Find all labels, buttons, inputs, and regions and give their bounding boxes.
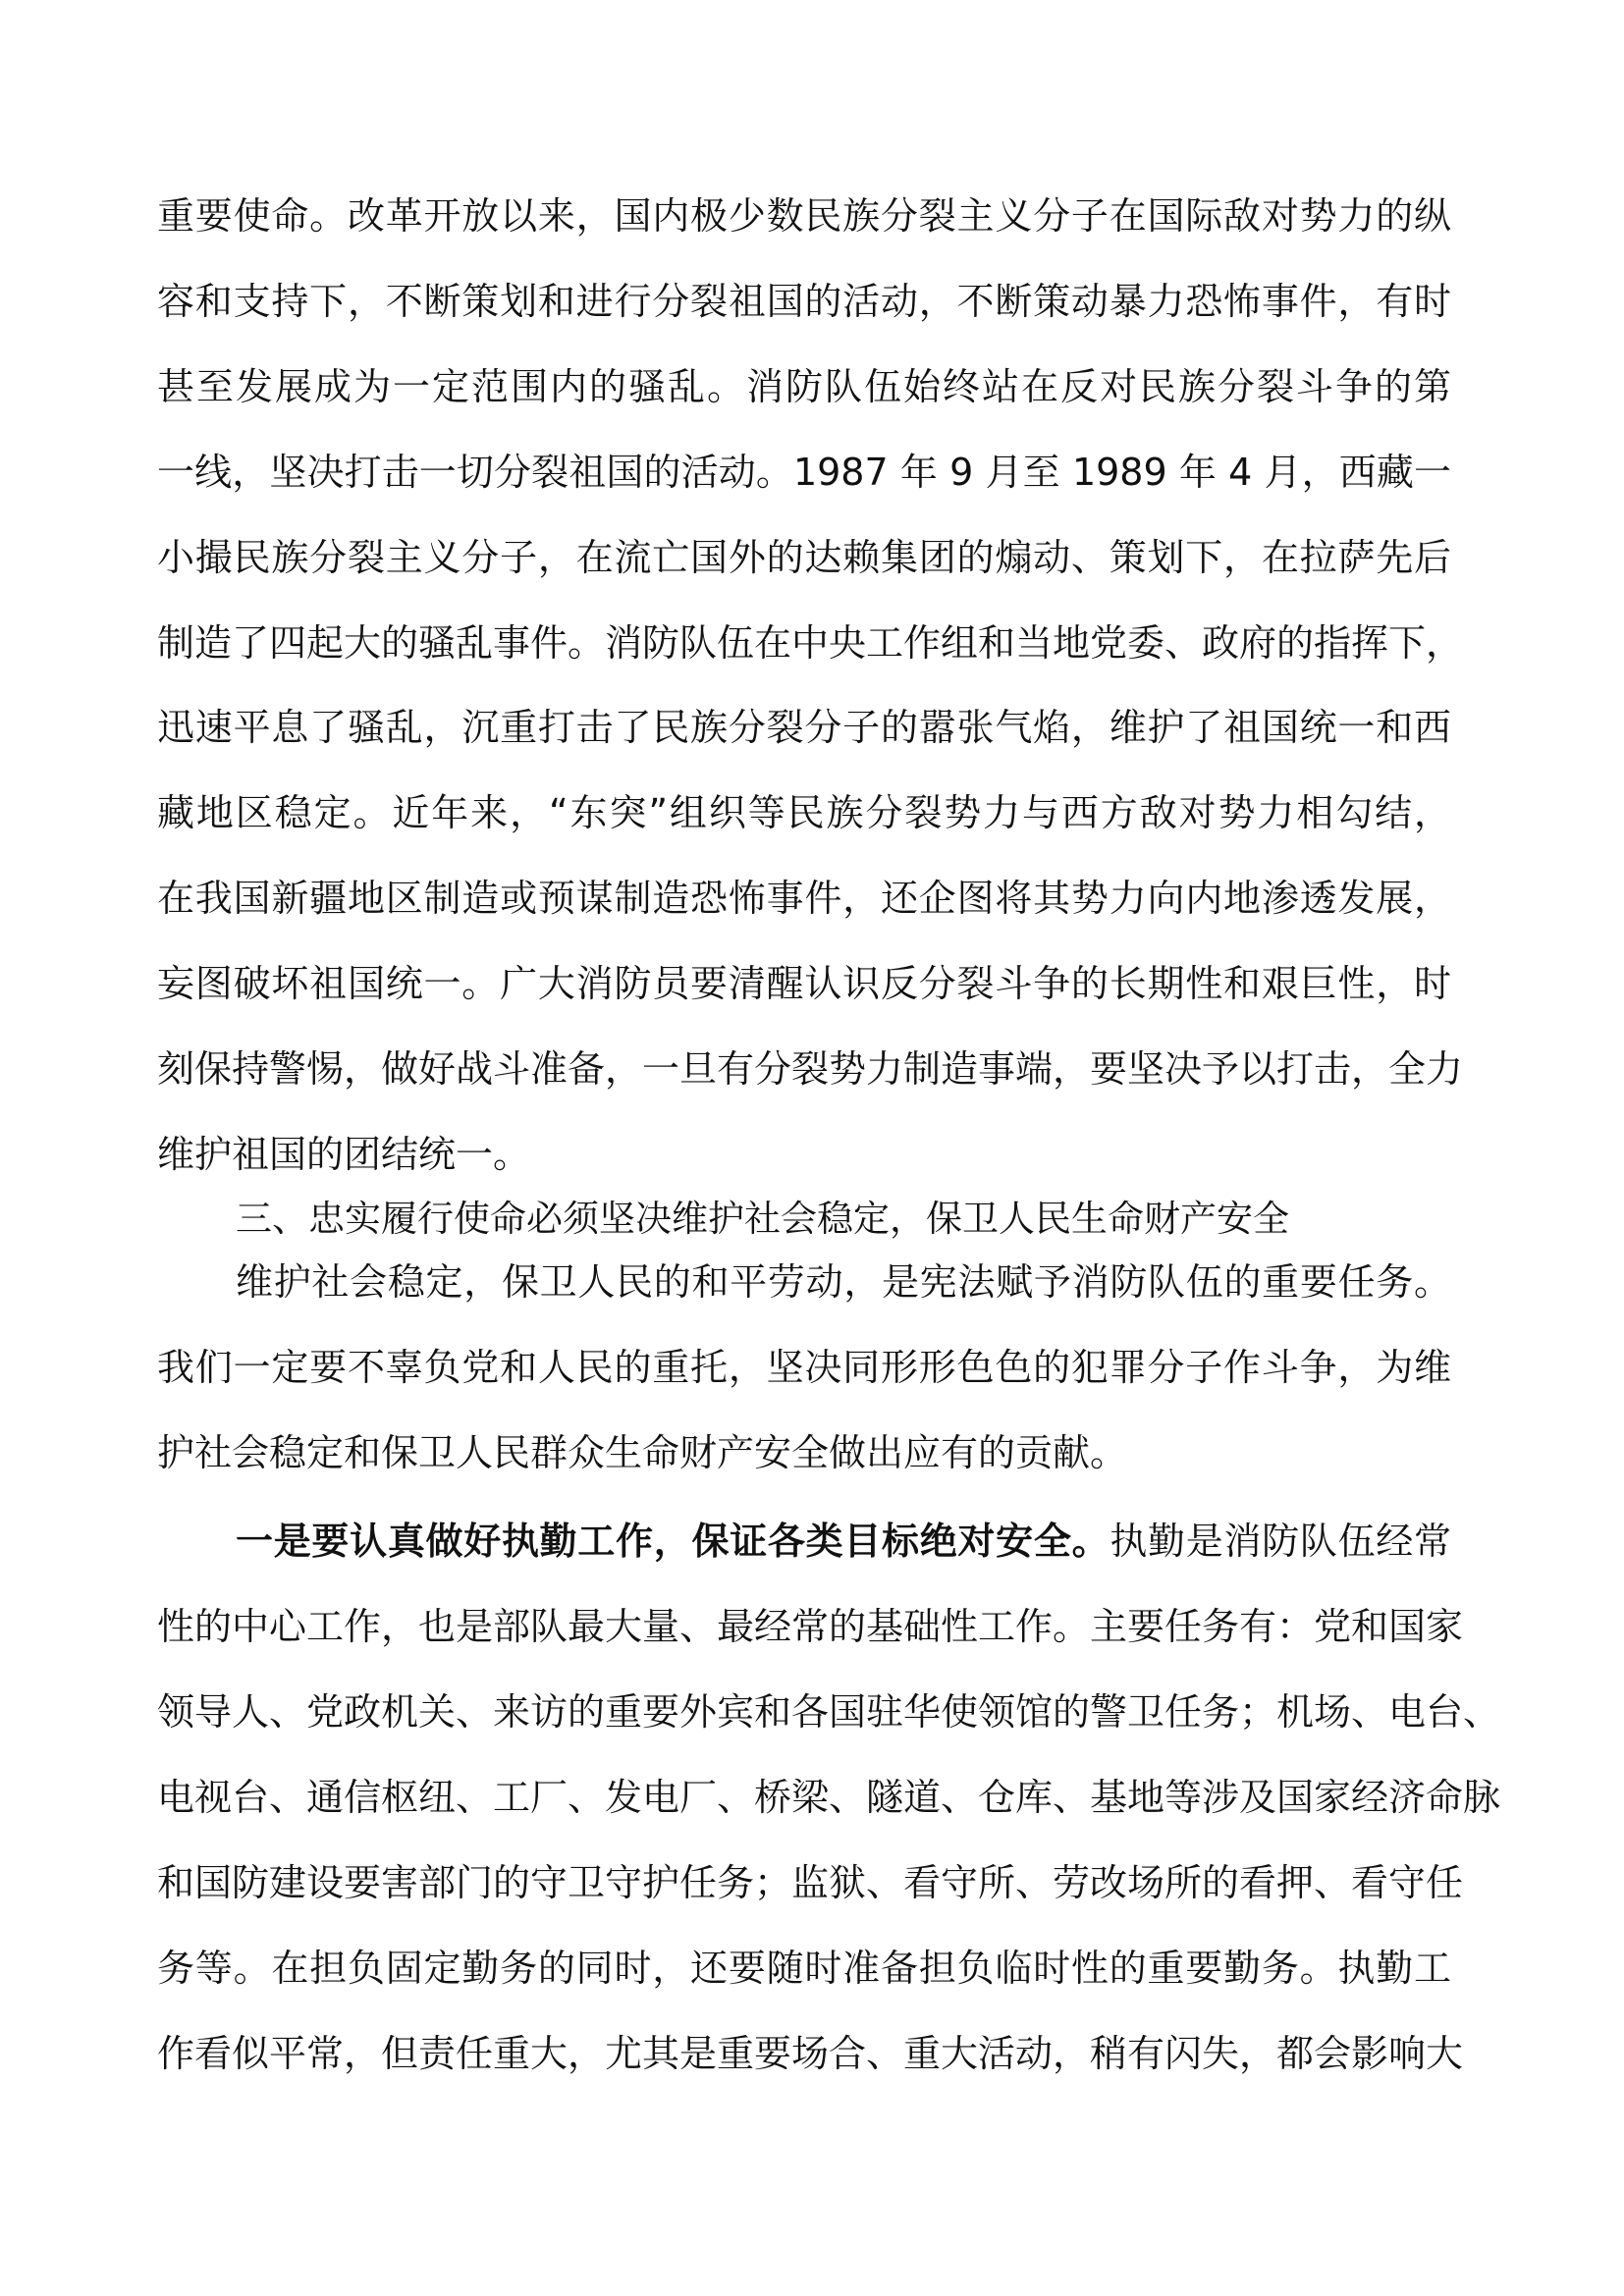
line-text: 务等。在担负固定勤务的同时，还要随时准备担负临时性的重要勤务。执勤工 [157, 1947, 1451, 1990]
line-text: 容和支持下，不断策划和进行分裂祖国的活动，不断策动暴力恐怖事件，有时 [157, 280, 1451, 323]
text-line [157, 2030, 1464, 2077]
text-line [157, 449, 1451, 496]
text-line [157, 1131, 1451, 1178]
line-text: 电视台、通信枢纽、工厂、发电厂、桥梁、隧道、仓库、基地等涉及国家经济命脉 [157, 1776, 1501, 1819]
line-text: 在我国新疆地区制造或预谋制造恐怖事件，还企图将其势力向内地渗透发展， [157, 877, 1451, 920]
line-text: 制造了四起大的骚乱事件。消防队伍在中央工作组和当地党委、政府的指挥下， [157, 621, 1464, 665]
text-line [157, 875, 1451, 922]
text-line [157, 1945, 1451, 1992]
text-line [236, 1258, 1451, 1306]
line-text: 和国防建设要害部门的守卫守护任务；监狱、看守所、劳改场所的看押、看守任 [157, 1861, 1464, 1904]
line-text: 小撮民族分裂主义分子，在流亡国外的达赖集团的煽动、策划下，在拉萨先后 [157, 536, 1451, 579]
line-text: 维护祖国的团结统一。 [157, 1133, 531, 1176]
line-text: 妄图破坏祖国统一。广大消防员要清醒认识反分裂斗争的长期性和艰巨性，时 [157, 962, 1451, 1005]
text-line [157, 534, 1451, 581]
text-line [157, 363, 1451, 410]
text-line [157, 192, 1451, 240]
line-text: 领导人、党政机关、来访的重要外宾和各国驻华使领馆的警卫任务；机场、电台、 [157, 1690, 1501, 1734]
text-line [157, 1603, 1464, 1650]
text-line [157, 1774, 1501, 1821]
text-line [157, 1688, 1501, 1735]
text-line [157, 278, 1451, 325]
text-line [157, 1045, 1464, 1093]
text-line [236, 1518, 1451, 1565]
line-text: 迅速平息了骚乱，沉重打击了民族分裂分子的嚣张气焰，维护了祖国统一和西 [157, 706, 1451, 749]
text-line [157, 1859, 1464, 1906]
bold-lead-sentence: 一是要认真做好执勤工作，保证各类目标绝对安全。 [236, 1520, 1110, 1563]
line-text: 维护社会稳定，保卫人民的和平劳动，是宪法赋予消防队伍的重要任务。 [236, 1260, 1451, 1304]
line-text: 刻保持警惕，做好战斗准备，一旦有分裂势力制造事端，要坚决予以打击，全力 [157, 1047, 1464, 1091]
text-line [157, 960, 1451, 1007]
text-line [157, 789, 1451, 836]
line-text: 藏地区稳定。近年来，“东突”组织等民族分裂势力与西方敌对势力相勾结， [157, 791, 1451, 834]
line-text: 一线，坚决打击一切分裂祖国的活动。1987 年 9 月至 1989 年 4 月，西藏一 [157, 451, 1451, 494]
line-text: 甚至发展成为一定范围内的骚乱。消防队伍始终站在反对民族分裂斗争的第 [157, 365, 1451, 408]
line-text: 作看似平常，但责任重大，尤其是重要场合、重大活动，稍有闪失，都会影响大 [157, 2032, 1464, 2075]
line-text: 执勤是消防队伍经常 [1110, 1520, 1451, 1563]
text-line [157, 619, 1464, 667]
line-text: 重要使命。改革开放以来，国内极少数民族分裂主义分子在国际敌对势力的纵 [157, 194, 1451, 238]
line-text: 我们一定要不辜负党和人民的重托，坚决同形形色色的犯罪分子作斗争，为维 [157, 1346, 1451, 1389]
line-text: 性的中心工作，也是部队最大量、最经常的基础性工作。主要任务有：党和国家 [157, 1605, 1464, 1648]
line-text: 三、忠实履行使命必须坚决维护社会稳定，保卫人民生命财产安全 [236, 1198, 1289, 1240]
text-line [157, 704, 1451, 751]
text-line [157, 1344, 1451, 1391]
section-heading [236, 1196, 1451, 1243]
text-line [157, 1429, 1451, 1476]
line-text: 护社会稳定和保卫人民群众生命财产安全做出应有的贡献。 [157, 1431, 1128, 1474]
